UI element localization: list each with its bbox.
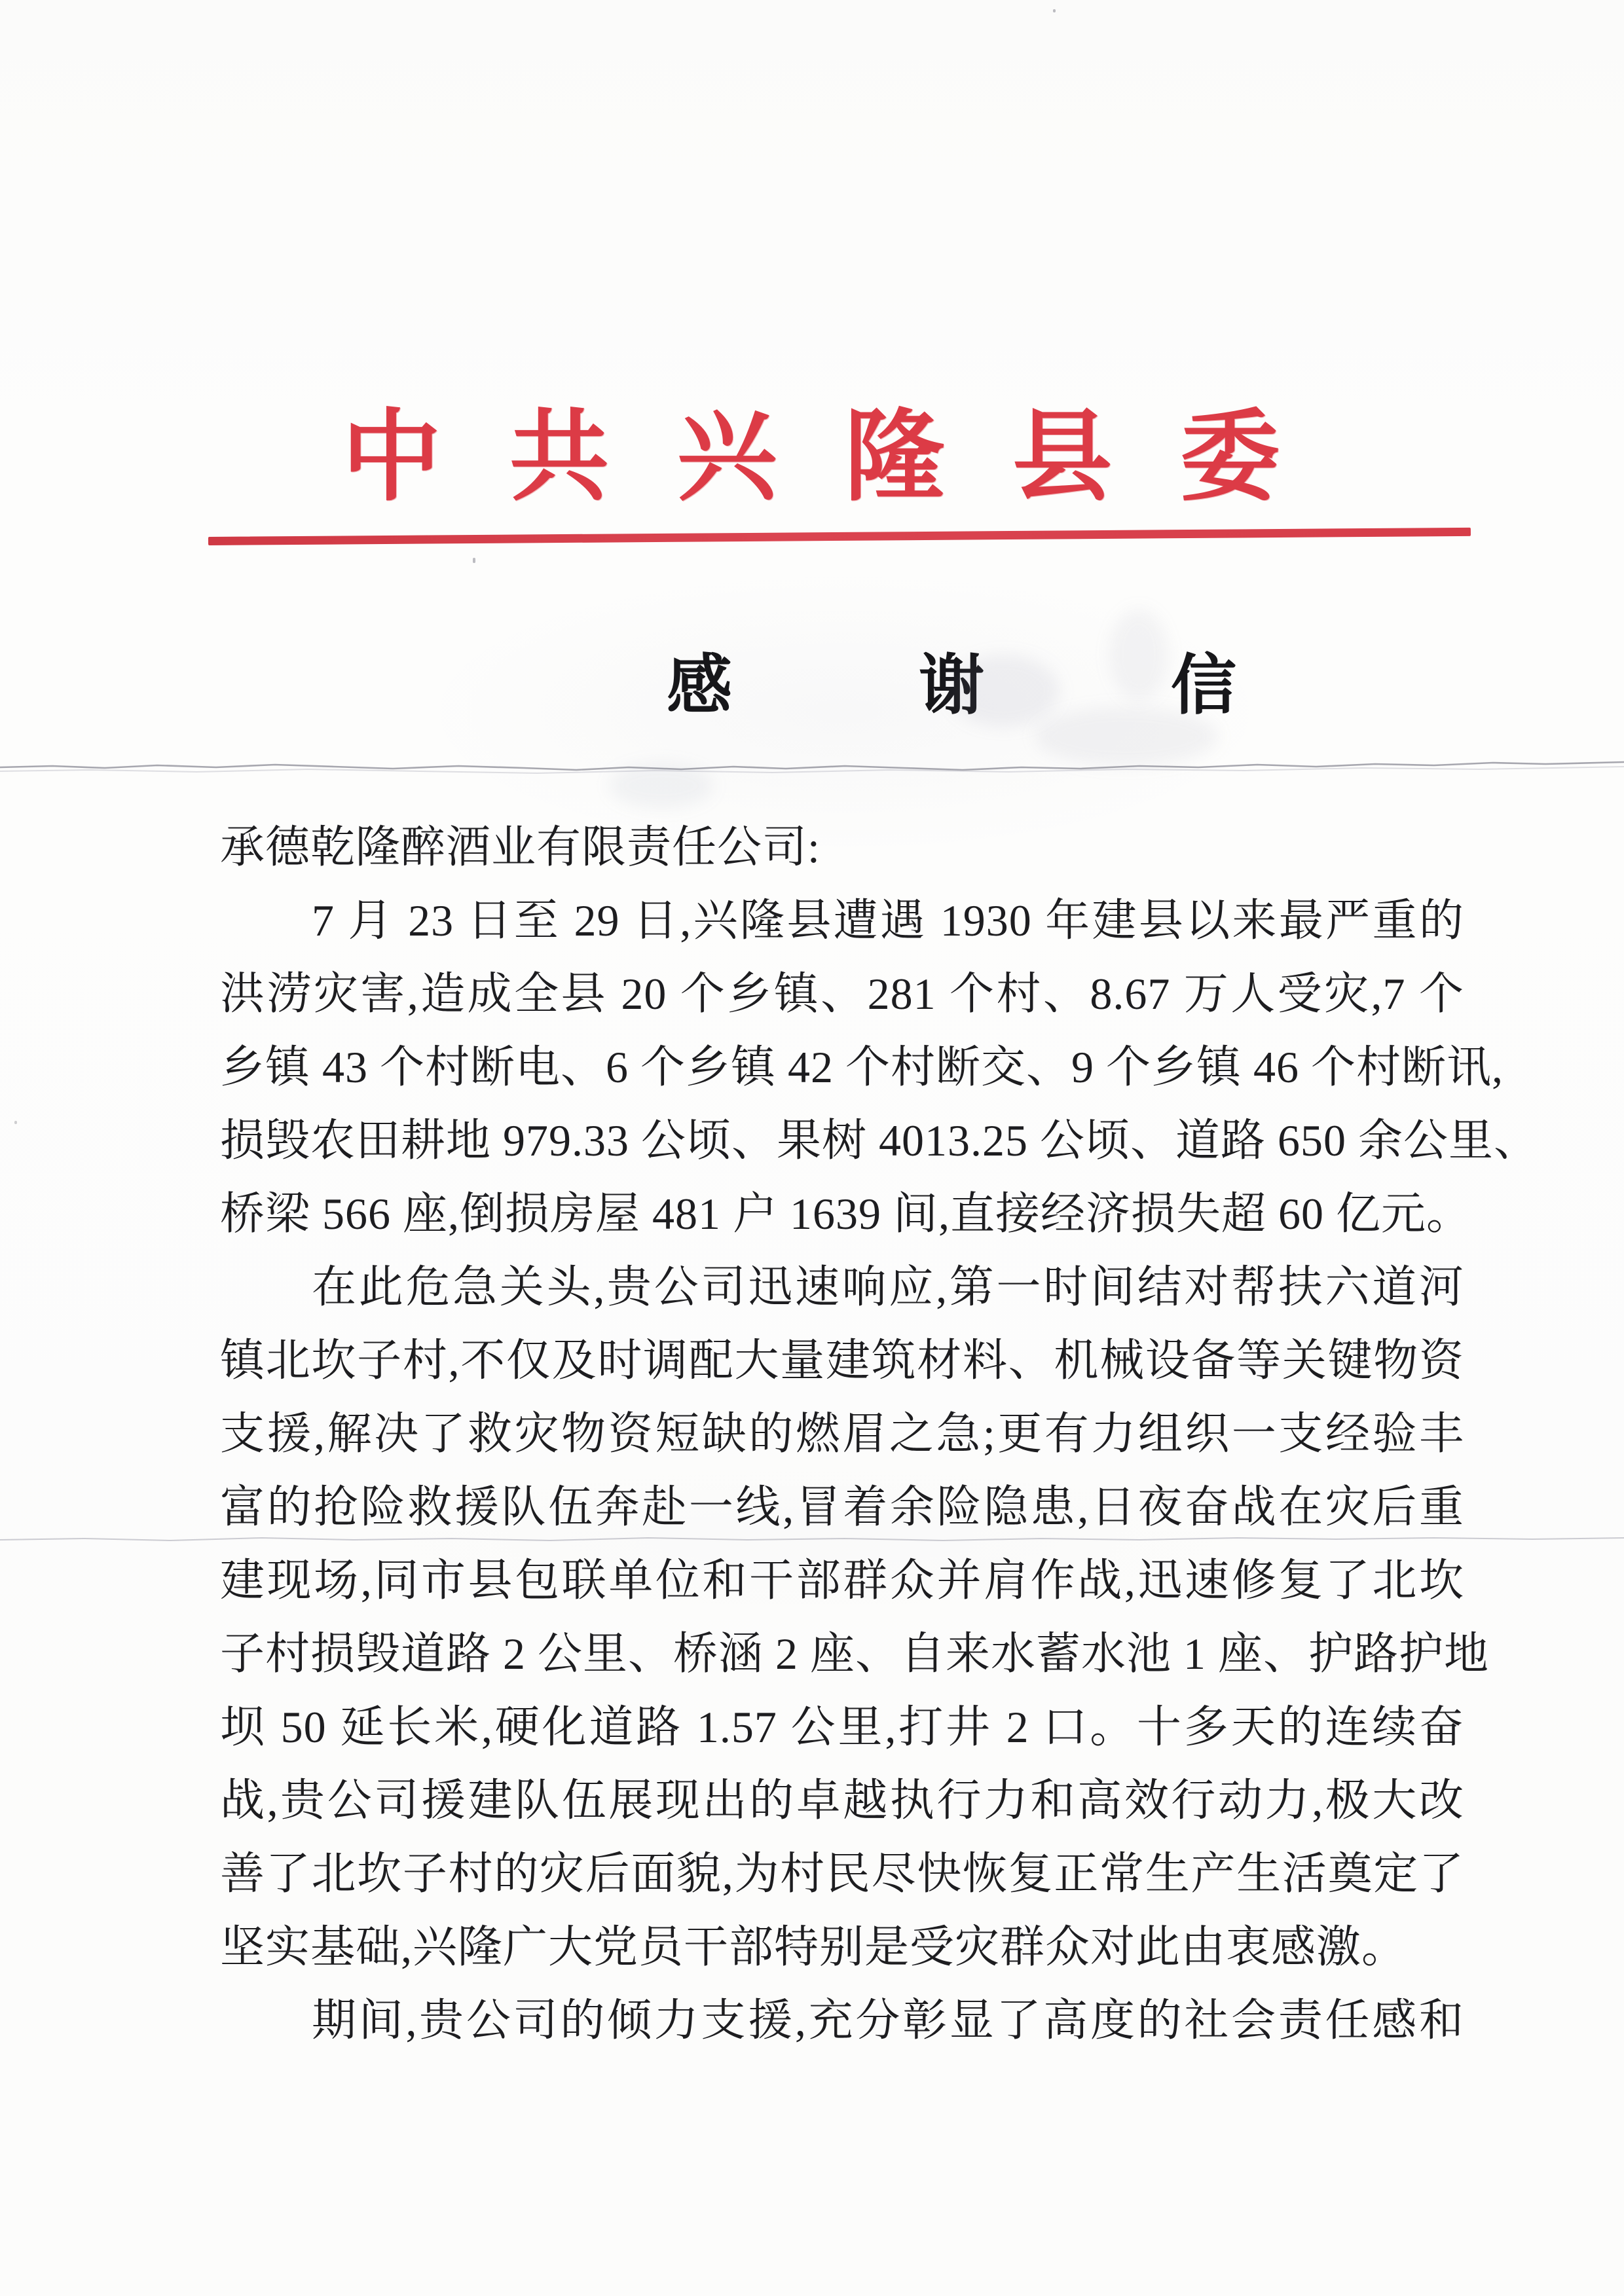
body-line-salutation: 承德乾隆醉酒业有限责任公司: [220, 822, 821, 872]
body-line: 支援,解决了救灾物资短缺的燃眉之急;更有力组织一支经验丰 [220, 1409, 1464, 1459]
body-line: 损毁农田耕地 979.33 公顷、果树 4013.25 公顷、道路 650 余公里、 [220, 1116, 1540, 1165]
body-line: 富的抢险救援队伍奔赴一线,冒着余险隐患,日夜奋战在灾后重 [220, 1482, 1464, 1532]
body-line: 善了北坎子村的灾后面貌,为村民尽快恢复正常生产生活奠定了 [220, 1849, 1464, 1899]
scan-speck [14, 1121, 17, 1124]
body-line: 期间,贵公司的倾力支援,充分彰显了高度的社会责任感和 [312, 1995, 1464, 2045]
fold-crease-top [0, 748, 1624, 787]
body-line: 在此危急关头,贵公司迅速响应,第一时间结对帮扶六道河 [312, 1262, 1464, 1312]
ink-bleed-smudge [609, 763, 714, 809]
body-line: 镇北坎子村,不仅及时调配大量建筑材料、机械设备等关键物资 [220, 1336, 1464, 1385]
body-line: 坝 50 延长米,硬化道路 1.57 公里,打井 2 口。十多天的连续奋 [220, 1702, 1464, 1752]
body-line: 子村损毁道路 2 公里、桥涵 2 座、自来水蓄水池 1 座、护路护地 [220, 1629, 1490, 1679]
body-line: 乡镇 43 个村断电、6 个乡镇 42 个村断交、9 个乡镇 46 个村断讯, [220, 1042, 1504, 1092]
body-line: 洪涝灾害,造成全县 20 个乡镇、281 个村、8.67 万人受灾,7 个 [220, 969, 1464, 1019]
body-line: 战,贵公司援建队伍展现出的卓越执行力和高效行动力,极大改 [220, 1776, 1464, 1825]
body-line: 7 月 23 日至 29 日,兴隆县遭遇 1930 年建县以来最严重的 [312, 896, 1464, 945]
body-line: 建现场,同市县包联单位和干部群众并肩作战,迅速修复了北坎 [220, 1556, 1464, 1605]
scan-speck [1053, 9, 1056, 12]
letter-title: 感 谢 信 [667, 649, 1321, 722]
scan-speck [473, 558, 475, 563]
body-line: 桥梁 566 座,倒损房屋 481 户 1639 间,直接经济损失超 60 亿元。 [220, 1189, 1472, 1239]
letterhead-title: 中共兴隆县委 [342, 403, 1348, 513]
body-line: 坚实基础,兴隆广大党员干部特别是受灾群众对此由衷感激。 [220, 1922, 1407, 1972]
letter-body [220, 811, 1540, 2057]
letterhead-rule [208, 528, 1471, 545]
